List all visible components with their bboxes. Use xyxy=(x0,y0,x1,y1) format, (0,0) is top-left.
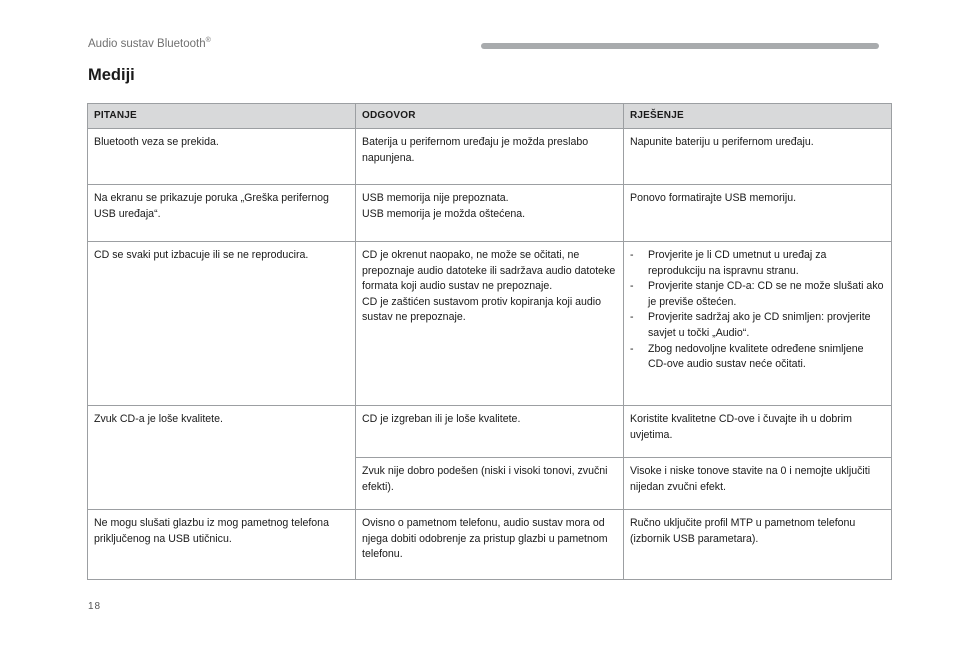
troubleshooting-table xyxy=(87,103,892,580)
page-number: 18 xyxy=(88,601,102,612)
table-header-row xyxy=(88,104,892,129)
column-header-solution: RJEŠENJE xyxy=(624,104,892,129)
page-title: Mediji xyxy=(88,66,135,84)
solution-list-item: - Provjerite sadržaj ako je CD snimljen: provjerite savjet u točki „Audio“. xyxy=(630,310,885,341)
answer-line: Ovisno o pametnom telefonu, audio sustav mora od njega dobiti odobrenje za pristup glazbi u pametnom telefonu. xyxy=(362,517,608,561)
solution-line: Ponovo formatirajte USB memoriju. xyxy=(630,192,797,204)
answer-cell xyxy=(356,458,624,510)
question-cell: Ne mogu slušati glazbu iz mog pametnog telefona priključenog na USB utičnicu. xyxy=(88,510,356,580)
header-accent-bar xyxy=(481,43,879,49)
question-cell: Na ekranu se prikazuje poruka „Greška perifernog USB uređaja“. xyxy=(88,185,356,242)
answer-line: Baterija u perifernom uređaju je možda preslabo napunjena. xyxy=(362,136,589,164)
section-title: Audio sustav Bluetooth xyxy=(88,37,206,50)
column-header-question: PITANJE xyxy=(88,104,356,129)
table-row xyxy=(88,242,892,406)
question-cell: Zvuk CD-a je loše kvalitete. xyxy=(88,406,356,510)
answer-cell xyxy=(356,510,624,580)
registered-mark: ® xyxy=(205,37,211,44)
question-cell: CD se svaki put izbacuje ili se ne reproducira. xyxy=(88,242,356,406)
solution-cell xyxy=(624,242,892,406)
answer-line: USB memorija nije prepoznata. xyxy=(362,192,509,204)
solution-list-item: - Zbog nedovoljne kvalitete određene snimljene CD-ove audio sustav neće očitati. xyxy=(630,342,885,373)
solution-line: Koristite kvalitetne CD-ove i čuvajte ih u dobrim uvjetima. xyxy=(630,413,852,441)
solution-list-item: - Provjerite je li CD umetnut u uređaj za reprodukciju na ispravnu stranu. xyxy=(630,248,885,279)
answer-cell xyxy=(356,129,624,185)
column-header-answer: ODGOVOR xyxy=(356,104,624,129)
answer-line: Zvuk nije dobro podešen (niski i visoki tonovi, zvučni efekti). xyxy=(362,465,608,493)
solution-line: Visoke i niske tonove stavite na 0 i nemojte uključiti nijedan zvučni efekt. xyxy=(630,465,871,493)
table-row xyxy=(88,510,892,580)
section-header xyxy=(88,37,211,50)
solution-cell xyxy=(624,510,892,580)
table-row xyxy=(88,185,892,242)
solution-list xyxy=(630,248,885,373)
table-row xyxy=(88,406,892,458)
answer-line: USB memorija je možda oštećena. xyxy=(362,207,526,220)
answer-cell xyxy=(356,242,624,406)
answer-cell xyxy=(356,185,624,242)
solution-cell xyxy=(624,406,892,458)
solution-cell xyxy=(624,129,892,185)
solution-line: Napunite bateriju u perifernom uređaju. xyxy=(630,136,814,148)
answer-line: CD je zaštićen sustavom protiv kopiranja koji audio sustav ne prepoznaje. xyxy=(362,295,602,324)
solution-cell xyxy=(624,458,892,510)
solution-list-item: - Provjerite stanje CD-a: CD se ne može slušati ako je previše oštećen. xyxy=(630,279,885,310)
solution-line: Ručno uključite profil MTP u pametnom telefonu (izbornik USB parametara). xyxy=(630,517,856,545)
answer-line: CD je okrenut naopako, ne može se očitati, ne prepoznaje audio datoteke ili sadržava audio datoteke formata koji audio sustav ne prepoznaje. xyxy=(362,249,616,293)
question-cell: Bluetooth veza se prekida. xyxy=(88,129,356,185)
answer-line: CD je izgreban ili je loše kvalitete. xyxy=(362,413,521,425)
table-row xyxy=(88,129,892,185)
answer-cell xyxy=(356,406,624,458)
solution-cell xyxy=(624,185,892,242)
